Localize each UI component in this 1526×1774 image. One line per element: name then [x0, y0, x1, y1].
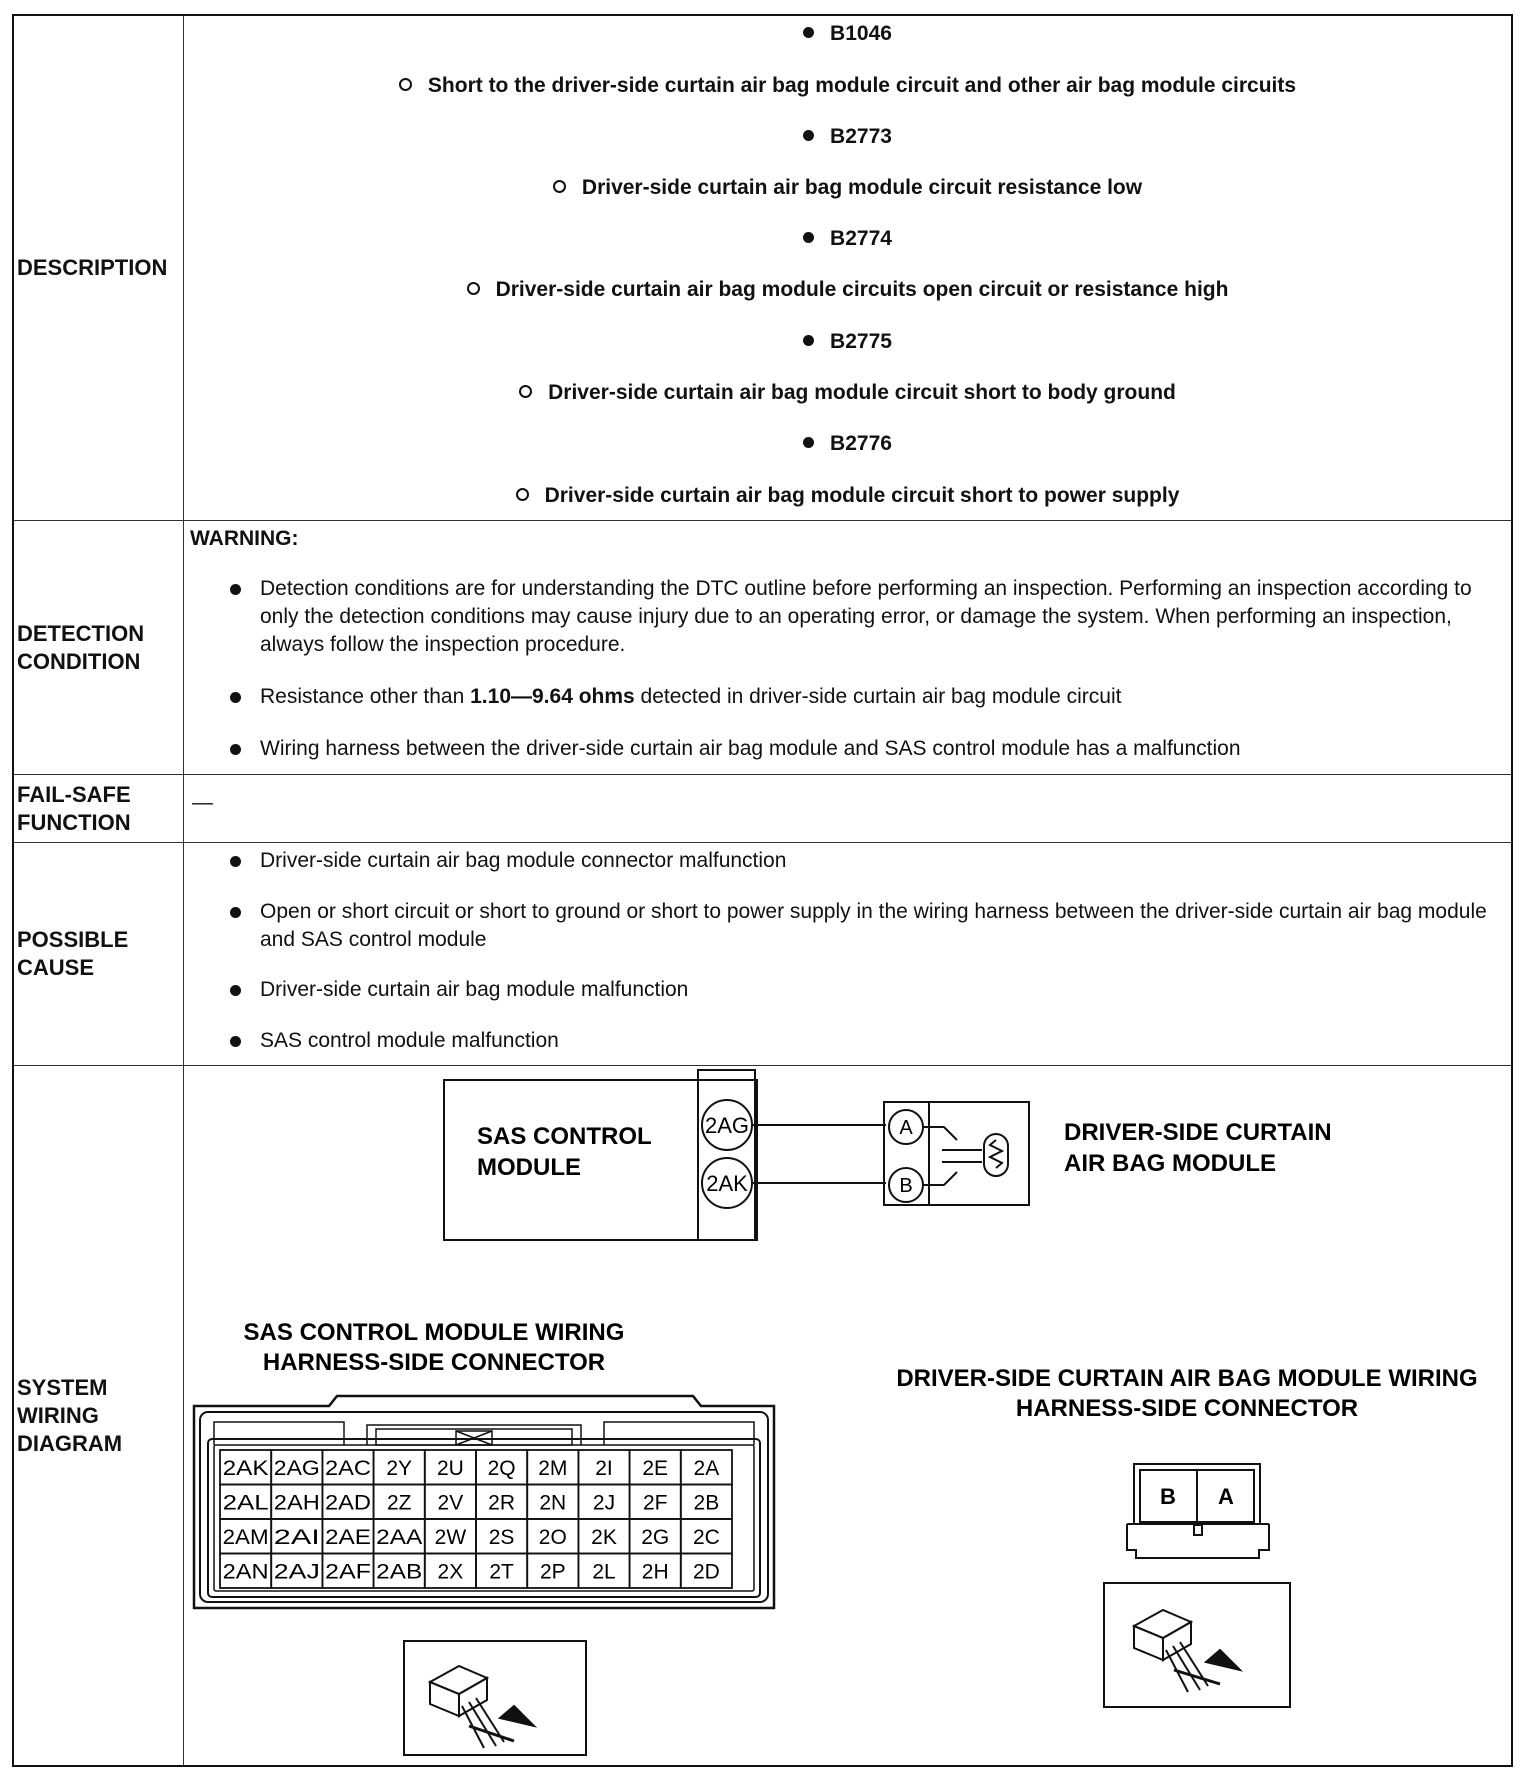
sas-module-label-line1: SAS CONTROL — [477, 1123, 652, 1150]
airbag-connector-view-icon — [1104, 1583, 1290, 1707]
sas-pin-label: 2AC — [325, 1457, 371, 1480]
fail-safe-row — [14, 775, 1511, 843]
fail-safe-value: — — [192, 791, 213, 814]
filled-bullet-icon — [803, 130, 814, 141]
airbag-connector-housing — [1127, 1464, 1269, 1558]
sas-pin-label: 2Z — [386, 1491, 412, 1515]
fail-safe-label — [14, 775, 184, 842]
airbag-connector-title-line2: HARNESS-SIDE CONNECTOR — [1015, 1395, 1359, 1422]
description-content — [184, 16, 1511, 520]
sas-pin-label: 2B — [693, 1491, 720, 1515]
fail-safe-content — [184, 775, 1511, 842]
warning-title: WARNING: — [190, 527, 299, 550]
sas-pin-label: 2AN — [222, 1560, 269, 1584]
detection-condition-row — [14, 521, 1511, 775]
description-line-text: B2773 — [830, 125, 892, 148]
detection-label-line1: DETECTION — [17, 620, 145, 646]
sas-pin-label: 2M — [538, 1457, 568, 1480]
airbag-connector-pin-a: A — [1218, 1484, 1234, 1509]
sas-pin-label: 2AM — [222, 1526, 269, 1549]
dtc-detail — [184, 381, 1511, 405]
possible-cause-content — [184, 843, 1511, 1065]
dtc-code — [184, 125, 1511, 149]
sas-pin-label: 2F — [642, 1491, 668, 1515]
sas-connector-title-line1: SAS CONTROL MODULE WIRING — [243, 1319, 625, 1346]
sas-pin-label: 2V — [437, 1491, 464, 1515]
detection-bullet-2-suffix: detected in driver-side curtain air bag module circuit — [634, 685, 1122, 708]
airbag-connector-pin-b: B — [1160, 1484, 1176, 1509]
sas-connector-view-icon — [404, 1641, 586, 1755]
possible-cause-row — [14, 843, 1511, 1066]
hollow-bullet-icon — [553, 180, 566, 193]
cause-item: SAS control module malfunction — [230, 1027, 1487, 1055]
description-label — [14, 16, 184, 520]
sas-pin-label: 2AE — [325, 1526, 371, 1549]
possible-cause-label-line2: CAUSE — [17, 955, 95, 980]
wiring-label-line3: DIAGRAM — [17, 1430, 123, 1456]
filled-bullet-icon — [803, 437, 814, 448]
sas-pin-label: 2Y — [386, 1457, 413, 1480]
sas-pin-label: 2K — [591, 1526, 617, 1549]
sas-pin-label: 2AG — [273, 1457, 320, 1480]
description-label-text: DESCRIPTION — [17, 255, 168, 280]
fail-safe-label-line1: FAIL-SAFE — [17, 781, 131, 807]
description-line-text: B1046 — [830, 22, 892, 45]
sas-pin-label: 2N — [539, 1491, 567, 1515]
sas-pin-label: 2R — [488, 1491, 516, 1515]
description-line-text: Driver-side curtain air bag module circuit resistance low — [581, 176, 1143, 199]
sas-pin-label: 2J — [592, 1491, 616, 1515]
cause-item: Driver-side curtain air bag module connector malfunction — [230, 847, 1487, 875]
sas-pin-label: 2H — [641, 1560, 669, 1584]
airbag-module-label-line2: AIR BAG MODULE — [1064, 1150, 1276, 1177]
sas-pin-label: 2AA — [376, 1526, 423, 1549]
dtc-detail — [184, 278, 1511, 302]
squib-resistor — [990, 1140, 1002, 1168]
description-line-text: Driver-side curtain air bag module circuit short to power supply — [544, 484, 1180, 507]
sas-terminal-2ak: 2AK — [706, 1171, 748, 1196]
system-wiring-content — [184, 1066, 1511, 1765]
possible-cause-label-line1: POSSIBLE — [17, 927, 129, 952]
detection-bullet-2-prefix: Resistance other than — [260, 685, 471, 708]
fail-safe-label-line2: FUNCTION — [17, 809, 131, 835]
hollow-bullet-icon — [516, 488, 529, 501]
sas-pin-label: 2AD — [325, 1491, 371, 1515]
hollow-bullet-icon — [519, 385, 532, 398]
description-line-text: Driver-side curtain air bag module circuit short to body ground — [548, 381, 1176, 404]
dtc-code — [184, 22, 1511, 46]
sas-pin-label: 2X — [437, 1560, 464, 1584]
resistance-spec-value: 1.10—9.64 ohms — [470, 685, 635, 708]
sas-pin-label: 2U — [436, 1457, 464, 1480]
detection-label-line2: CONDITION — [17, 648, 141, 674]
sas-pin-label: 2P — [539, 1560, 566, 1584]
sas-pin-label: 2D — [692, 1560, 720, 1584]
description-line-text: B2775 — [830, 330, 892, 353]
sas-pin-label: 2AI — [273, 1526, 320, 1549]
sas-pin-label: 2AK — [222, 1457, 269, 1480]
sas-pin-label: 2L — [592, 1560, 616, 1584]
sas-pin-label: 2AJ — [273, 1560, 320, 1584]
hollow-bullet-icon — [399, 78, 412, 91]
airbag-terminal-b: B — [899, 1175, 913, 1197]
dtc-code — [184, 227, 1511, 251]
sas-pin-label: 2AF — [325, 1560, 371, 1584]
system-wiring-row — [14, 1066, 1511, 1765]
dtc-code — [184, 432, 1511, 456]
sas-connector-title-line2: HARNESS-SIDE CONNECTOR — [262, 1349, 606, 1376]
airbag-module-label-line1: DRIVER-SIDE CURTAIN — [1064, 1119, 1332, 1146]
filled-bullet-icon — [803, 232, 814, 243]
dtc-detail — [184, 74, 1511, 98]
detection-bullet-2 — [230, 683, 1487, 711]
description-row — [14, 16, 1511, 521]
sas-pin-label: 2A — [693, 1457, 720, 1480]
sas-connector-pin-grid — [220, 1450, 732, 1588]
sas-pin-label: 2W — [434, 1526, 467, 1549]
wiring-label-line2: WIRING — [17, 1402, 99, 1428]
sas-pin-label: 2I — [595, 1457, 613, 1480]
description-line-text: B2774 — [830, 227, 892, 250]
sas-pin-label: 2G — [641, 1526, 670, 1549]
system-wiring-label — [14, 1066, 184, 1765]
detection-condition-label — [14, 521, 184, 774]
filled-bullet-icon — [803, 27, 814, 38]
sas-module-label-line2: MODULE — [477, 1154, 581, 1181]
sas-pin-label: 2S — [488, 1526, 515, 1549]
dtc-code — [184, 330, 1511, 354]
sas-terminal-block — [698, 1070, 755, 1240]
sas-pin-label: 2AB — [376, 1560, 423, 1584]
dtc-detail — [184, 176, 1511, 200]
cause-item: Open or short circuit or short to ground or short to power supply in the wiring harness between the driver-side curtain air bag module and SAS control module — [230, 898, 1487, 954]
possible-cause-label — [14, 843, 184, 1065]
dtc-detail — [184, 484, 1511, 508]
filled-bullet-icon — [803, 335, 814, 346]
description-line-text: B2776 — [830, 432, 892, 455]
sas-pin-label: 2O — [538, 1526, 567, 1549]
cause-item: Driver-side curtain air bag module malfunction — [230, 976, 1487, 1004]
sas-pin-label: 2T — [489, 1560, 514, 1584]
airbag-terminal-a: A — [899, 1117, 913, 1139]
dtc-document-table — [12, 14, 1513, 1767]
sas-pin-label: 2Q — [487, 1457, 516, 1480]
hollow-bullet-icon — [467, 282, 480, 295]
airbag-connector-title-line1: DRIVER-SIDE CURTAIN AIR BAG MODULE WIRING — [896, 1365, 1478, 1392]
detection-bullet-1: Detection conditions are for understanding the DTC outline before performing an inspection. Performing an inspection according to only the detection conditions may cause injury due to an operating error, or damage the system. When performing an inspection, always follow the inspection procedure. — [230, 575, 1487, 659]
detection-bullet-3: Wiring harness between the driver-side curtain air bag module and SAS control module has a malfunction — [230, 735, 1487, 763]
sas-terminal-2ag: 2AG — [704, 1113, 750, 1138]
sas-pin-label: 2AH — [273, 1491, 320, 1515]
detection-condition-content — [184, 521, 1511, 774]
sas-pin-label: 2E — [642, 1457, 669, 1480]
wiring-diagram — [184, 1066, 1513, 1765]
description-line-text: Short to the driver-side curtain air bag module circuit and other air bag module circuits — [427, 74, 1297, 97]
wiring-label-line1: SYSTEM — [17, 1374, 108, 1400]
description-line-text: Driver-side curtain air bag module circuits open circuit or resistance high — [495, 278, 1229, 301]
sas-pin-label: 2C — [692, 1526, 720, 1549]
sas-pin-label: 2AL — [222, 1491, 269, 1515]
